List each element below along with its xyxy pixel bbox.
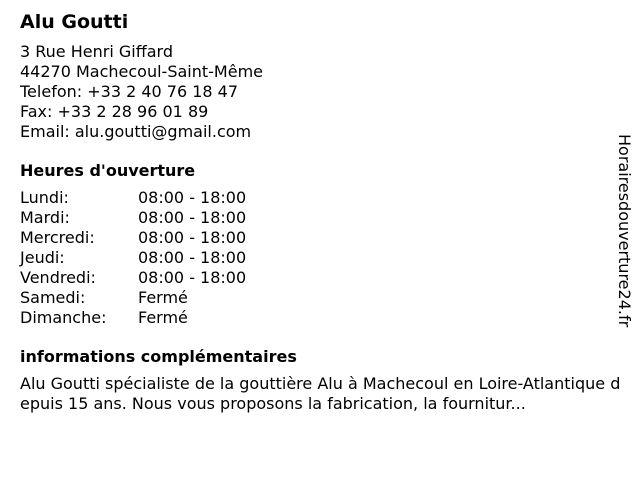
hours-row-samedi xyxy=(20,288,620,308)
hours-time: 08:00 - 18:00 xyxy=(138,268,247,287)
info-heading: informations complémentaires xyxy=(20,347,297,366)
hours-row-dimanche xyxy=(20,308,620,328)
hours-row-vendredi xyxy=(20,268,620,288)
hours-heading: Heures d'ouverture xyxy=(20,161,196,180)
site-watermark: Horairesdouverture24.fr xyxy=(615,134,634,328)
fax-line: Fax: +33 2 28 96 01 89 xyxy=(20,102,209,121)
hours-time: 08:00 - 18:00 xyxy=(138,228,247,247)
hours-day: Vendredi: xyxy=(20,268,96,287)
hours-day: Mardi: xyxy=(20,208,70,227)
hours-row-jeudi xyxy=(20,248,620,268)
hours-day: Lundi: xyxy=(20,188,69,207)
business-name: Alu Goutti xyxy=(20,11,129,33)
address-city: 44270 Machecoul-Saint-Même xyxy=(20,62,263,81)
hours-row-mercredi xyxy=(20,228,620,248)
hours-time: 08:00 - 18:00 xyxy=(138,208,247,227)
hours-time: Fermé xyxy=(138,308,188,327)
business-card xyxy=(20,8,620,414)
hours-time: 08:00 - 18:00 xyxy=(138,248,247,267)
email-line: Email: alu.goutti@gmail.com xyxy=(20,122,252,141)
hours-day: Dimanche: xyxy=(20,308,107,327)
hours-row-lundi xyxy=(20,188,620,208)
hours-day: Samedi: xyxy=(20,288,86,307)
address-street: 3 Rue Henri Giffard xyxy=(20,42,173,61)
hours-day: Jeudi: xyxy=(20,248,65,267)
hours-day: Mercredi: xyxy=(20,228,95,247)
hours-row-mardi xyxy=(20,208,620,228)
phone-line: Telefon: +33 2 40 76 18 47 xyxy=(20,82,239,101)
info-text: Alu Goutti spécialiste de la gouttière Alu à Machecoul en Loire-Atlantique depuis 15 ans. Nous vous proposons la fabrication, la fournitur... xyxy=(20,374,621,413)
hours-table xyxy=(20,188,620,328)
hours-time: 08:00 - 18:00 xyxy=(138,188,247,207)
hours-time: Fermé xyxy=(138,288,188,307)
